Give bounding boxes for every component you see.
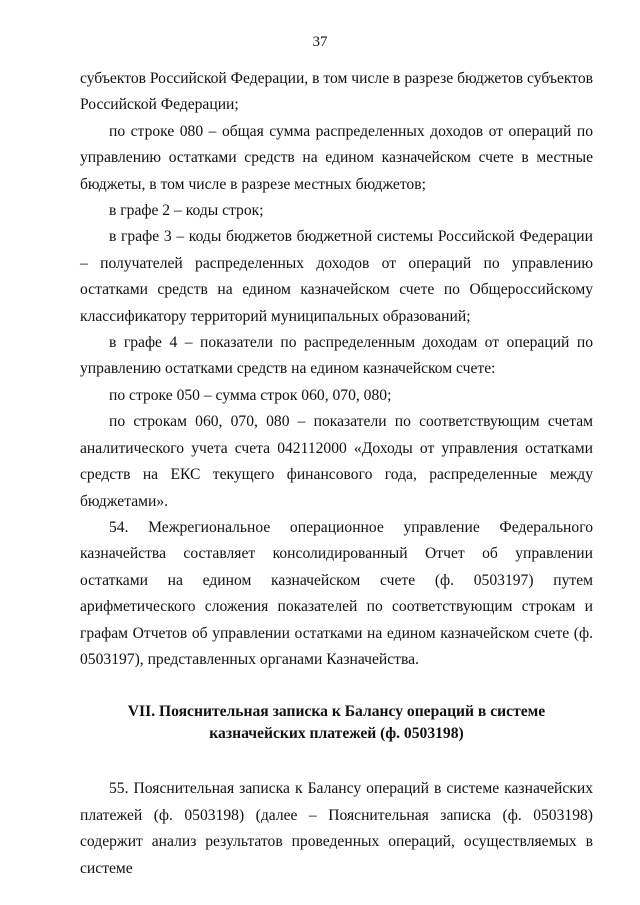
section-heading-line-1: VII. Пояснительная записка к Балансу операций в системе xyxy=(127,703,546,721)
paragraph-line-080: по строке 080 – общая сумма распределенных доходов от операций по управлению остатками средств на едином казначейском счете в местные бюджеты, в том числе в разрезе местных бюджетов; xyxy=(80,122,593,193)
paragraph-item-54: 54. Межрегиональное операционное управление Федерального казначейства составляет консолидированный Отчет об управлении остатками на едином казначейском счете (ф. 0503197) путем арифметического сложения показателей по соответствующим строкам и графам Отчетов об управлении остатками на едином казначейском счете (ф. 0503197), представленных органами Казначейства. xyxy=(80,518,593,668)
paragraph-continuation: субъектов Российской Федерации, в том числе в разрезе бюджетов субъектов Российской Федерации; xyxy=(80,70,593,114)
paragraph-column-3: в графе 3 – коды бюджетов бюджетной системы Российской Федерации – получателей распределенных доходов от операций по управлению остатками средств на едином казначейском счете по Общероссийскому классификатору территорий муниципальных образований; xyxy=(80,228,593,325)
paragraph-column-4: в графе 4 – показатели по распределенным доходам от операций по управлению остатками средств на едином казначейском счете: xyxy=(80,334,593,378)
page-number: 37 xyxy=(312,34,328,50)
section-heading xyxy=(80,701,593,745)
paragraph-lines-060-080: по строкам 060, 070, 080 – показатели по соответствующим счетам аналитического учета счета 042112000 «Доходы от управления остатками средств на ЕКС текущего финансового года, распределенные между бюджетами». xyxy=(80,413,593,510)
paragraph-line-050: по строке 050 – сумма строк 060, 070, 080; xyxy=(109,386,392,404)
document-body xyxy=(80,66,593,882)
paragraph-column-2: в графе 2 – коды строк; xyxy=(109,202,264,220)
paragraph-item-55: 55. Пояснительная записка к Балансу операций в системе казначейских платежей (ф. 0503198) (далее – Пояснительная записка (ф. 0503198) содержит анализ результатов проведенных операций, осуществляемых в системе xyxy=(80,780,593,877)
section-heading-line-2: казначейских платежей (ф. 0503198) xyxy=(209,725,464,743)
